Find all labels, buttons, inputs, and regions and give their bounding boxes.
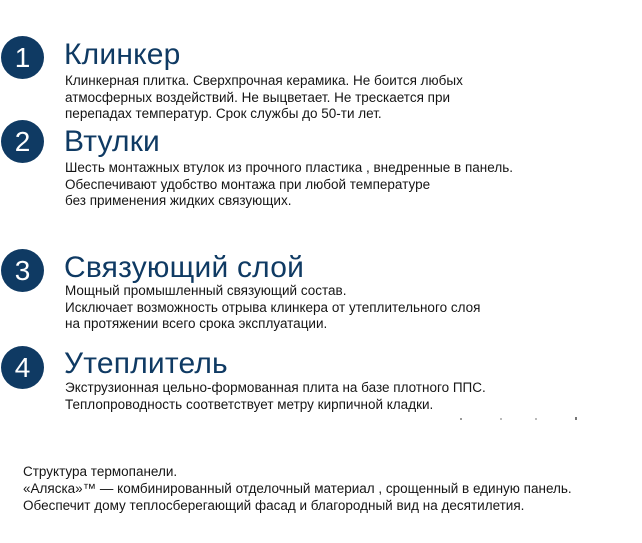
footer-line: «Аляска»™ — комбинированный отделочный материал , срощенный в единую панель. <box>23 481 572 496</box>
description-line: Обеспечивают удобство монтажа при любой температуре <box>65 176 431 192</box>
description-line: перепадах температур. Срок службы до 50-ти лет. <box>65 106 382 121</box>
description-line: Мощный промышленный связующий состав. <box>65 283 347 298</box>
description-line: Экструзионная цельно-формованная плита на базе плотного ППС. <box>65 380 486 395</box>
description-line: без применения жидких связующих. <box>65 193 292 208</box>
cropped-text-remnant <box>460 417 580 421</box>
number-badge: 1 <box>1 36 44 79</box>
description-line: Клинкерная плитка. Сверхпрочная керамика. Не боится любых <box>65 73 463 88</box>
description-line: на протяжении всего срока эксплуатации. <box>65 316 328 331</box>
feature-title: Втулки <box>64 125 161 158</box>
number-badge: 3 <box>1 249 44 292</box>
feature-title: Клинкер <box>64 38 181 71</box>
description-line: Теплопроводность соответствует метру кирпичной кладки. <box>65 396 434 412</box>
feature-title: Утеплитель <box>64 347 228 380</box>
number-badge: 4 <box>1 346 44 389</box>
description-line: Исключает возможность отрыва клинкера от утеплительного слоя <box>65 299 481 315</box>
number-badge: 2 <box>1 120 44 163</box>
footer-line: Обеспечит дому теплосберегающий фасад и благородный вид на десятилетия. <box>23 498 525 513</box>
description-line: атмосферных воздействий. Не выцветает. Не трескается при <box>65 89 451 105</box>
feature-title: Связующий слой <box>64 251 305 284</box>
feature-description <box>65 380 486 413</box>
feature-description <box>65 283 480 333</box>
feature-description <box>65 160 513 210</box>
description-line: Шесть монтажных втулок из прочного пластика , внедренные в панель. <box>65 160 513 175</box>
footer-line: Структура термопанели. <box>23 464 178 479</box>
footer-caption <box>23 463 572 514</box>
feature-description <box>65 73 463 123</box>
